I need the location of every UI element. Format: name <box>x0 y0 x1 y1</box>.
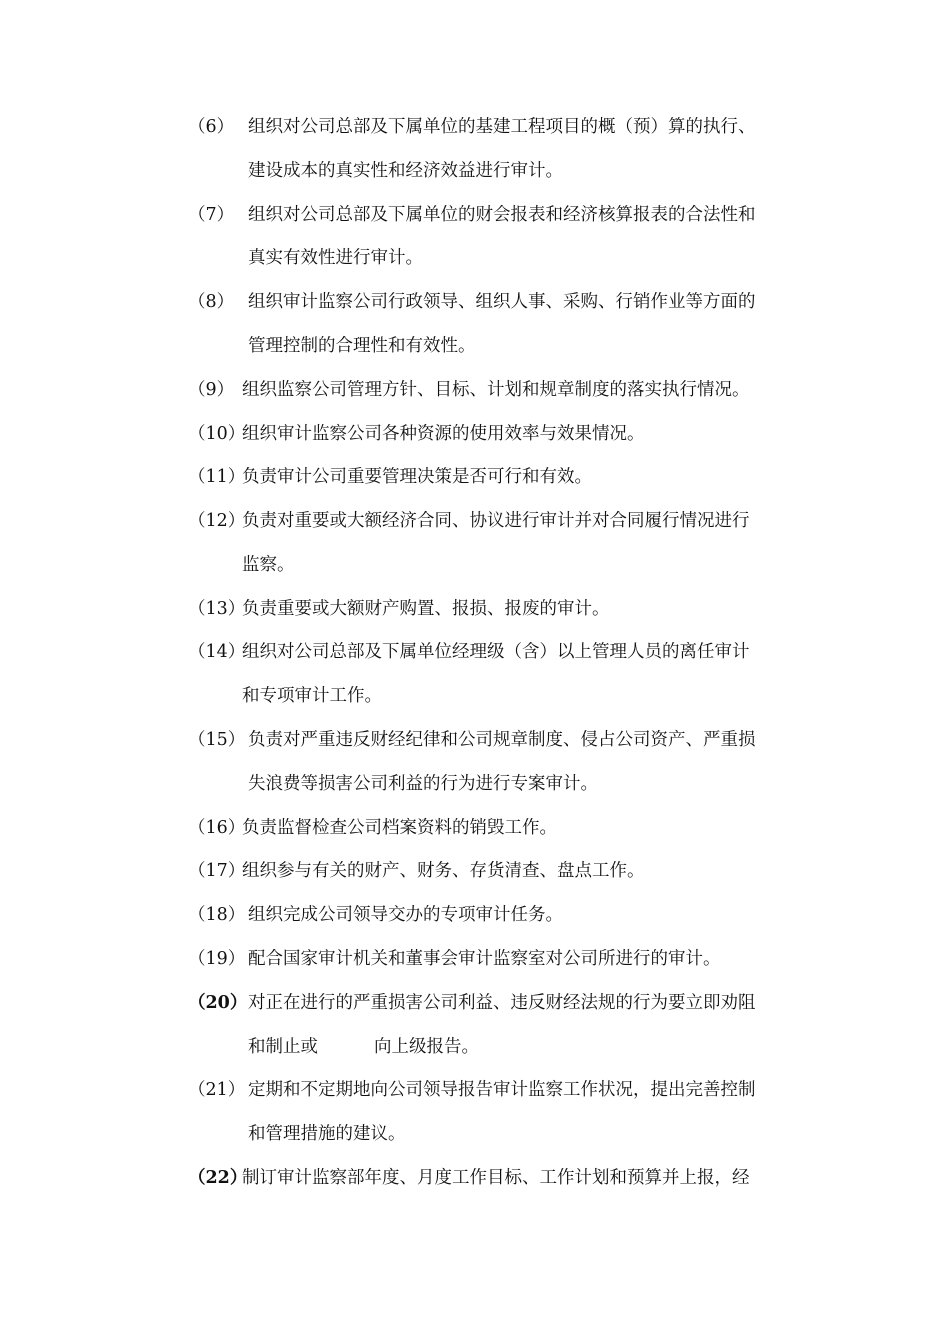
item-number: （16） <box>188 818 246 838</box>
item-text: 失浪费等损害公司利益的行为进行专案审计。 <box>248 774 598 794</box>
item-text: 组织审计监察公司各种资源的使用效率与效果情况。 <box>242 424 645 444</box>
item-number: （22） <box>188 1168 248 1188</box>
item-text: 负责监督检查公司档案资料的销毁工作。 <box>242 818 557 838</box>
item-number: （20） <box>188 993 248 1013</box>
item-text: 组织对公司总部及下属单位的财会报表和经济核算报表的合法性和 <box>248 205 756 225</box>
item-number: （7） <box>188 205 235 225</box>
item-text: 组织对公司总部及下属单位经理级（含）以上管理人员的离任审计 <box>242 642 750 662</box>
item-number: （13） <box>188 599 246 619</box>
item-text: 负责重要或大额财产购置、报损、报废的审计。 <box>242 599 610 619</box>
item-text: 定期和不定期地向公司领导报告审计监察工作状况，提出完善控制 <box>248 1080 756 1100</box>
item-text: 组织审计监察公司行政领导、组织人事、采购、行销作业等方面的 <box>248 292 756 312</box>
item-text: 负责对严重违反财经纪律和公司规章制度、侵占公司资产、严重损 <box>248 730 756 750</box>
item-number: （9） <box>188 380 235 400</box>
item-number: （17） <box>188 861 246 881</box>
item-text: 和制止或 <box>248 1037 318 1057</box>
item-text: 和专项审计工作。 <box>242 686 382 706</box>
item-text: 负责对重要或大额经济合同、协议进行审计并对合同履行情况进行 <box>242 511 750 531</box>
item-text: 负责审计公司重要管理决策是否可行和有效。 <box>242 467 592 487</box>
item-text: 配合国家审计机关和董事会审计监察室对公司所进行的审计。 <box>248 949 721 969</box>
item-number: （19） <box>188 949 246 969</box>
item-text: 组织完成公司领导交办的专项审计任务。 <box>248 905 563 925</box>
item-text: 建设成本的真实性和经济效益进行审计。 <box>248 161 563 181</box>
item-text: 和管理措施的建议。 <box>248 1124 406 1144</box>
item-text: 监察。 <box>242 555 295 575</box>
item-number: （11） <box>188 467 246 487</box>
item-text: 管理控制的合理性和有效性。 <box>248 336 476 356</box>
item-number: （15） <box>188 730 246 750</box>
item-text: 真实有效性进行审计。 <box>248 248 423 268</box>
item-number: （6） <box>188 117 235 137</box>
item-text: 组织对公司总部及下属单位的基建工程项目的概（预）算的执行、 <box>248 117 756 137</box>
item-number: （10） <box>188 424 246 444</box>
item-text: 组织监察公司管理方针、目标、计划和规章制度的落实执行情况。 <box>242 380 750 400</box>
item-number: （18） <box>188 905 246 925</box>
item-text: 向上级报告。 <box>374 1037 479 1057</box>
item-number: （21） <box>188 1080 246 1100</box>
item-text: 对正在进行的严重损害公司利益、违反财经法规的行为要立即劝阻 <box>248 993 756 1013</box>
item-number: （12） <box>188 511 246 531</box>
item-text: 组织参与有关的财产、财务、存货清查、盘点工作。 <box>242 861 645 881</box>
item-number: （14） <box>188 642 246 662</box>
item-number: （8） <box>188 292 235 312</box>
item-text: 制订审计监察部年度、月度工作目标、工作计划和预算并上报，经 <box>242 1168 750 1188</box>
